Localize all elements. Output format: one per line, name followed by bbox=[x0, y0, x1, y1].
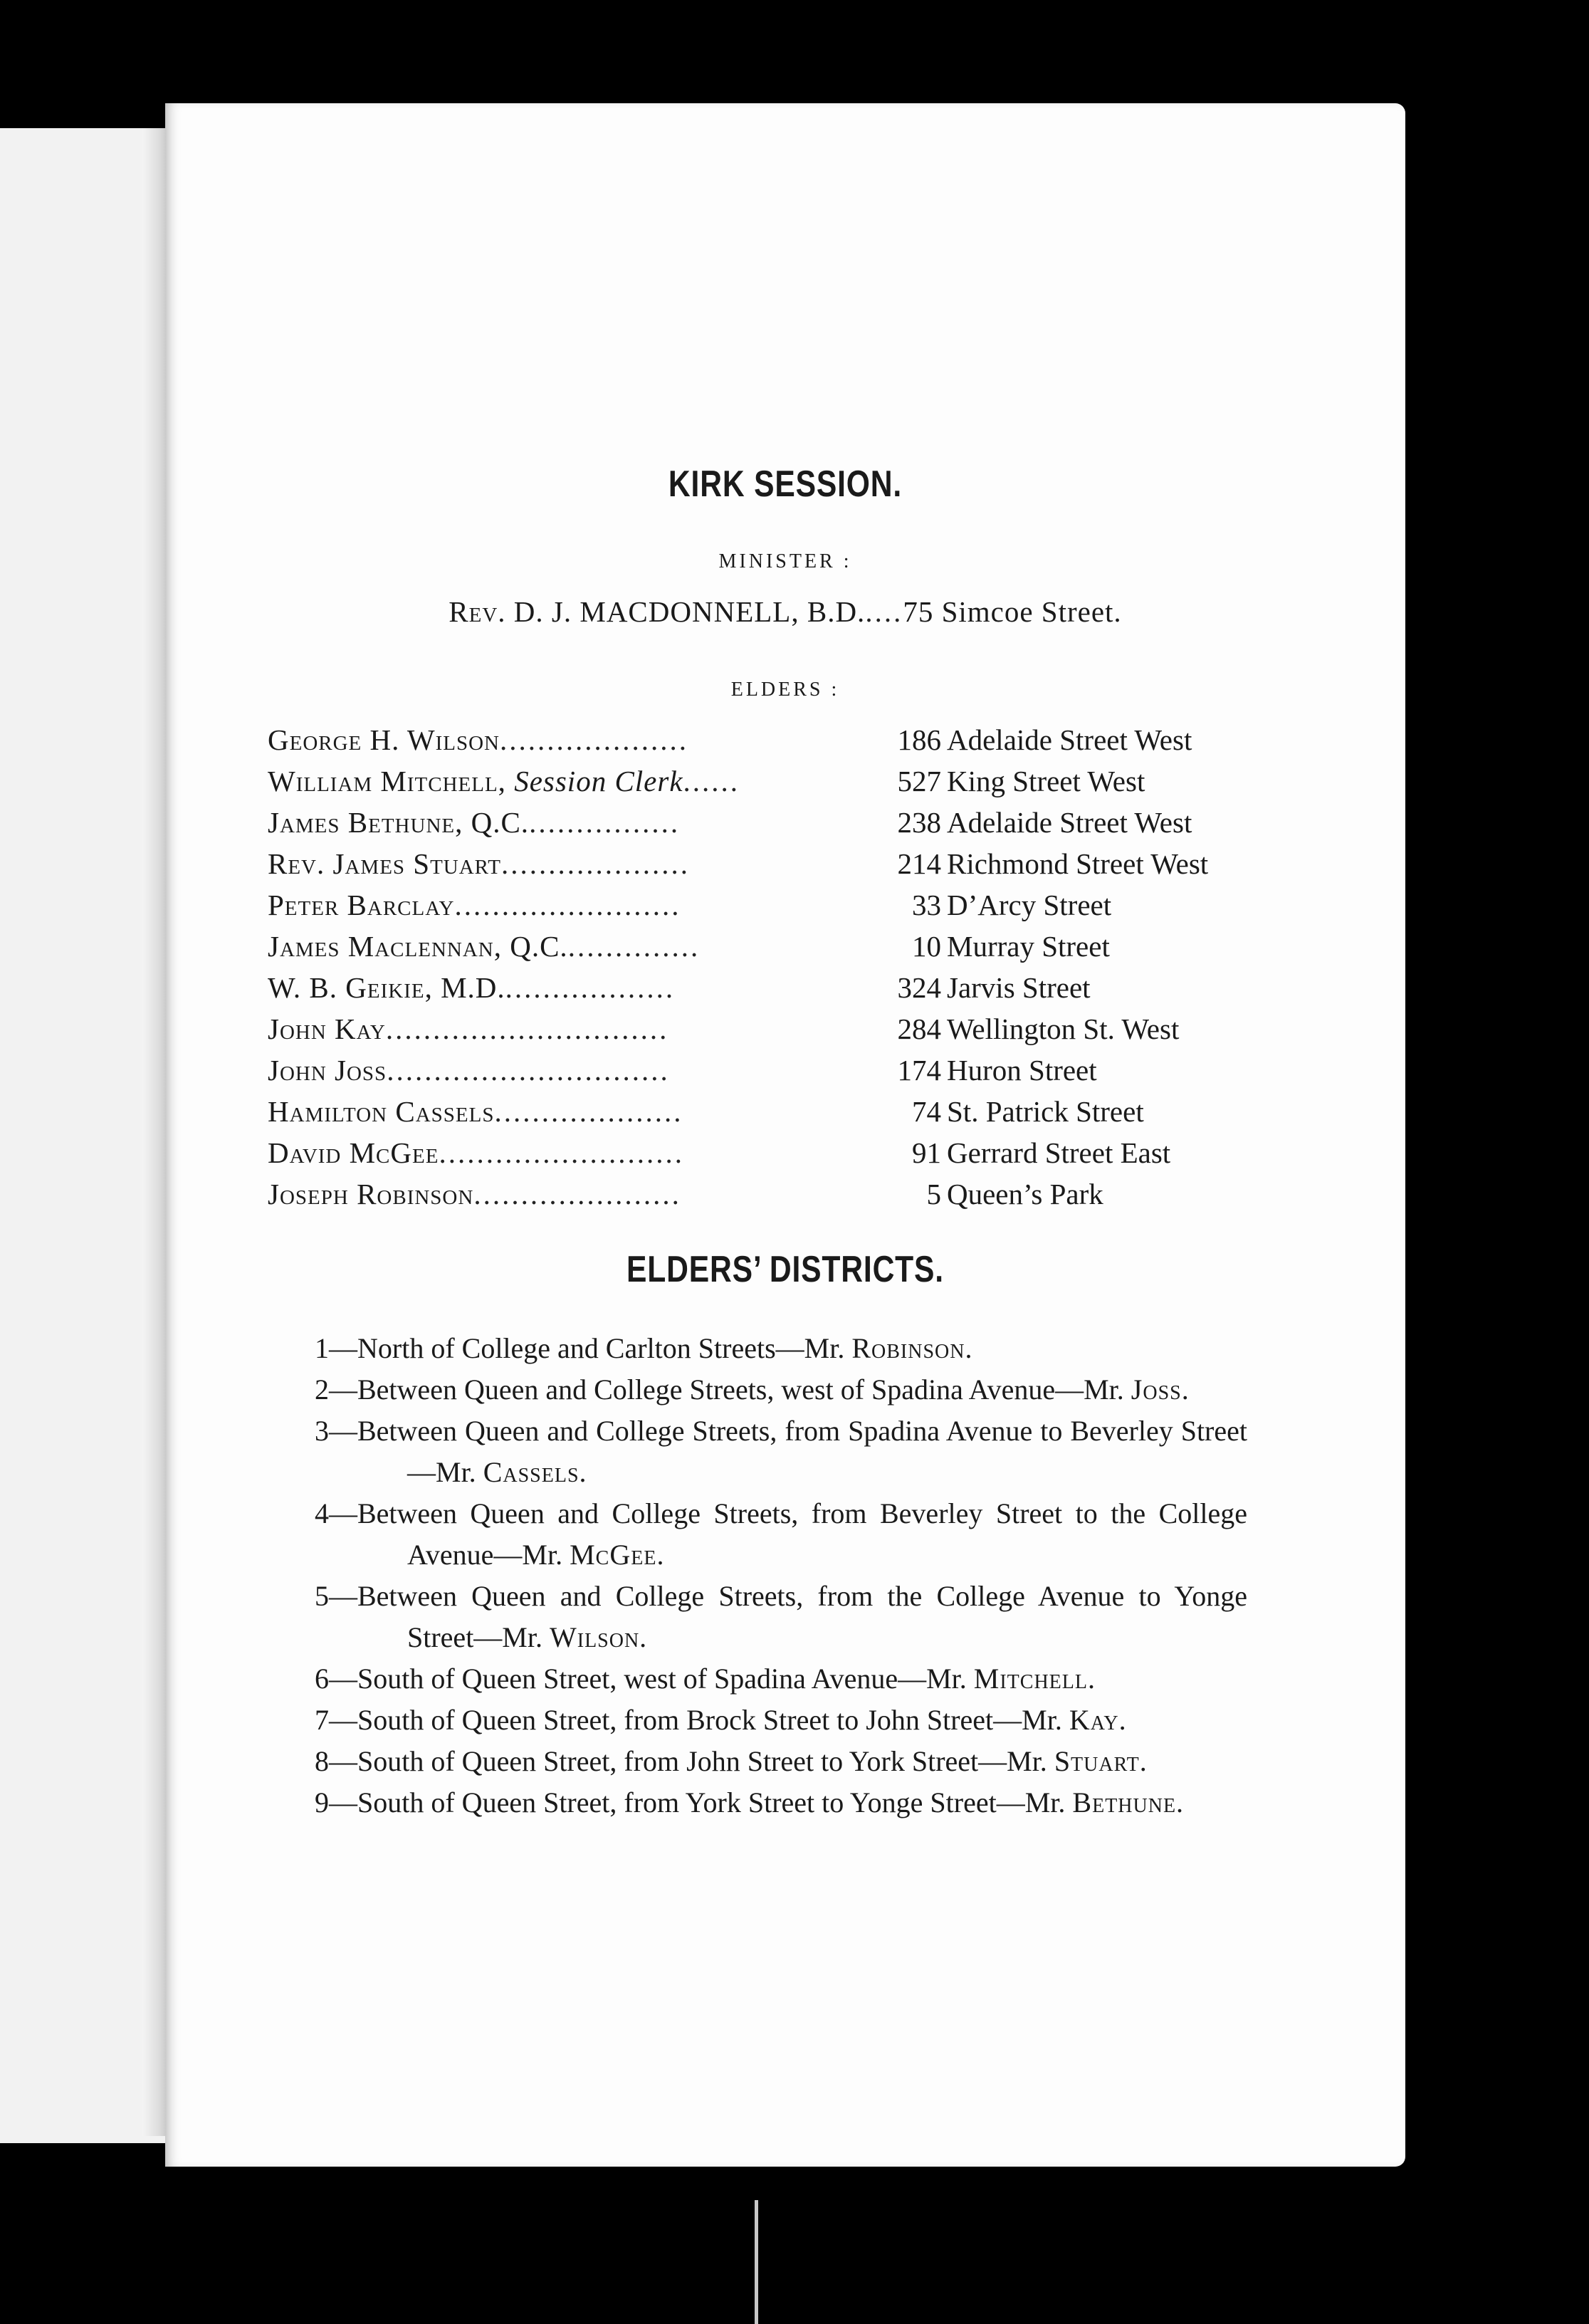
minister-dots: .... bbox=[865, 595, 903, 628]
district-description: South of Queen Street, from Brock Street to John Street—Mr. bbox=[357, 1704, 1069, 1736]
kirk-session-title: KIRK SESSION. bbox=[668, 464, 903, 505]
elder-name-cell bbox=[268, 723, 866, 757]
elders-districts-title: ELDERS’ DISTRICTS. bbox=[626, 1249, 944, 1290]
district-item: 9—South of Queen Street, from York Street to Yonge Street—Mr. Bethune. bbox=[315, 1786, 1185, 1818]
elder-street: Huron Street bbox=[947, 1054, 1097, 1087]
minister-entry bbox=[165, 595, 1405, 629]
elder-street-number: 214 bbox=[897, 847, 941, 880]
elder-name-cell bbox=[268, 970, 866, 1005]
elder-name: Hamilton Cassels bbox=[268, 1095, 495, 1128]
elder-name: John Kay bbox=[268, 1012, 386, 1045]
elder-street-number: 74 bbox=[912, 1095, 941, 1128]
elder-address bbox=[883, 1053, 1097, 1087]
elder-row bbox=[268, 805, 1336, 847]
elder-street: Wellington St. West bbox=[947, 1012, 1180, 1045]
elder-row bbox=[268, 970, 1336, 1012]
district-number: 3 bbox=[315, 1415, 329, 1447]
elder-street-number: 324 bbox=[897, 971, 941, 1004]
elder-row bbox=[268, 1012, 1336, 1053]
elder-address bbox=[883, 970, 1091, 1005]
district-item: 4—Between Queen and College Streets, from Beverley Street to the College Avenue—Mr. McGee. bbox=[315, 1497, 1247, 1571]
elder-name: William Mitchell, bbox=[268, 765, 506, 797]
elder-address bbox=[883, 1136, 1170, 1170]
elder-street: Adelaide Street West bbox=[947, 806, 1192, 839]
district-item: 6—South of Queen Street, west of Spadina Avenue—Mr. Mitchell. bbox=[315, 1663, 1096, 1695]
district-item: 2—Between Queen and College Streets, west of Spadina Avenue—Mr. Joss. bbox=[315, 1373, 1190, 1406]
elder-address bbox=[883, 723, 1192, 757]
minister-street: Simcoe Street. bbox=[941, 595, 1122, 628]
elder-name: Peter Barclay bbox=[268, 889, 455, 921]
elder-dots: .................. bbox=[505, 971, 676, 1004]
elder-dots: .................... bbox=[501, 847, 690, 880]
district-elder: Mitchell. bbox=[973, 1663, 1096, 1695]
elders-list bbox=[268, 723, 1336, 1218]
district-description: Between Queen and College Streets, from Beverley Street to the College Avenue—Mr. bbox=[357, 1497, 1247, 1571]
elder-name-cell bbox=[268, 764, 866, 798]
districts-list bbox=[293, 1328, 1247, 1823]
elder-dots: .................... bbox=[494, 1095, 683, 1128]
elder-dots: ........................ bbox=[454, 889, 681, 921]
elder-address bbox=[883, 1012, 1179, 1046]
elder-street: St. Patrick Street bbox=[947, 1095, 1144, 1128]
elder-row bbox=[268, 764, 1336, 805]
elder-name-cell bbox=[268, 1094, 866, 1129]
elder-note: Session Clerk bbox=[514, 765, 683, 797]
binding-thread bbox=[755, 2200, 758, 2324]
elder-street: Richmond Street West bbox=[947, 847, 1209, 880]
district-item: 1—North of College and Carlton Streets—Mr. Robinson. bbox=[315, 1332, 973, 1364]
elder-dots: .......................... bbox=[439, 1136, 684, 1169]
elder-dots: .................... bbox=[499, 723, 688, 756]
elders-label: ELDERS : bbox=[730, 679, 840, 701]
district-elder: McGee. bbox=[570, 1539, 665, 1571]
elder-address bbox=[883, 888, 1111, 922]
elder-name: Rev. James Stuart bbox=[268, 847, 501, 880]
elder-name-cell bbox=[268, 847, 866, 881]
elder-address bbox=[883, 1177, 1103, 1211]
page-content bbox=[165, 103, 1405, 2167]
elder-dots: .............. bbox=[567, 930, 701, 963]
elder-row bbox=[268, 723, 1336, 764]
district-elder: Cassels. bbox=[483, 1456, 587, 1488]
elder-address bbox=[883, 805, 1192, 839]
elder-row bbox=[268, 847, 1336, 888]
elder-street-number: 10 bbox=[912, 930, 941, 963]
district-item: 8—South of Queen Street, from John Street to York Street—Mr. Stuart. bbox=[315, 1745, 1148, 1777]
elder-dots: .............................. bbox=[387, 1054, 670, 1087]
elder-name-cell bbox=[268, 805, 866, 839]
elder-name: James Bethune, Q.C. bbox=[268, 806, 530, 839]
district-number: 8 bbox=[315, 1745, 329, 1777]
elder-name-cell bbox=[268, 1012, 866, 1046]
minister-label: MINISTER : bbox=[718, 550, 852, 572]
elder-street-number: 527 bbox=[897, 765, 941, 797]
district-description: South of Queen Street, from York Street to Yonge Street—Mr. bbox=[357, 1786, 1073, 1818]
district-description: Between Queen and College Streets, from Spadina Avenue to Beverley Street—Mr. bbox=[357, 1415, 1247, 1488]
district-number: 1 bbox=[315, 1332, 329, 1364]
district-number: 9 bbox=[315, 1786, 329, 1818]
elder-dots: ................ bbox=[529, 806, 681, 839]
elder-address bbox=[883, 1094, 1144, 1129]
elder-row bbox=[268, 1177, 1336, 1218]
elder-row bbox=[268, 1136, 1336, 1177]
elder-dots: ...... bbox=[683, 765, 740, 797]
document-page bbox=[165, 103, 1405, 2167]
elder-row bbox=[268, 929, 1336, 970]
elder-address bbox=[883, 929, 1110, 963]
elder-row bbox=[268, 1094, 1336, 1136]
elder-dots: ...................... bbox=[473, 1178, 681, 1210]
elder-name-cell bbox=[268, 1053, 866, 1087]
elder-street-number: 186 bbox=[897, 723, 941, 756]
elder-street: Murray Street bbox=[947, 930, 1110, 963]
district-description: South of Queen Street, west of Spadina Avenue—Mr. bbox=[357, 1663, 974, 1695]
district-elder: Wilson. bbox=[549, 1621, 648, 1653]
elder-name: James Maclennan, Q.C. bbox=[268, 930, 568, 963]
elder-row bbox=[268, 1053, 1336, 1094]
elder-name-cell bbox=[268, 929, 866, 963]
district-description: Between Queen and College Streets, west of Spadina Avenue—Mr. bbox=[357, 1373, 1131, 1406]
district-number: 5 bbox=[315, 1580, 329, 1612]
district-elder: Robinson. bbox=[851, 1332, 973, 1364]
district-item: 5—Between Queen and College Streets, from the College Avenue to Yonge Street—Mr. Wilson. bbox=[315, 1580, 1247, 1653]
elder-street-number: 174 bbox=[897, 1054, 941, 1087]
district-elder: Joss. bbox=[1131, 1373, 1190, 1406]
district-elder: Kay. bbox=[1069, 1704, 1127, 1736]
elder-address bbox=[883, 847, 1208, 881]
district-item: 7—South of Queen Street, from Brock Street to John Street—Mr. Kay. bbox=[315, 1704, 1127, 1736]
minister-name: Rev. D. J. MACDONNELL, B.D. bbox=[449, 595, 866, 628]
elder-name-cell bbox=[268, 1136, 866, 1170]
elder-name: George H. Wilson bbox=[268, 723, 500, 756]
district-elder: Stuart. bbox=[1054, 1745, 1148, 1777]
elder-address bbox=[883, 764, 1145, 798]
elder-dots: .............................. bbox=[385, 1012, 669, 1045]
district-item: 3—Between Queen and College Streets, from Spadina Avenue to Beverley Street—Mr. Cassels. bbox=[315, 1415, 1247, 1488]
district-description: South of Queen Street, from John Street to York Street—Mr. bbox=[357, 1745, 1054, 1777]
elder-street: Gerrard Street East bbox=[947, 1136, 1171, 1169]
elder-street: Jarvis Street bbox=[947, 971, 1091, 1004]
elder-street-number: 91 bbox=[912, 1136, 941, 1169]
district-number: 6 bbox=[315, 1663, 329, 1695]
elder-street: D’Arcy Street bbox=[947, 889, 1112, 921]
minister-number: 75 bbox=[903, 595, 934, 628]
elder-name-cell bbox=[268, 1177, 866, 1211]
elder-street: Adelaide Street West bbox=[947, 723, 1192, 756]
elder-street-number: 284 bbox=[897, 1012, 941, 1045]
elder-name: David McGee bbox=[268, 1136, 439, 1169]
elder-row bbox=[268, 888, 1336, 929]
district-description: Between Queen and College Streets, from the College Avenue to Yonge Street—Mr. bbox=[357, 1580, 1247, 1653]
district-number: 2 bbox=[315, 1373, 329, 1406]
district-number: 7 bbox=[315, 1704, 329, 1736]
elder-street-number: 5 bbox=[926, 1178, 941, 1210]
elder-street-number: 33 bbox=[912, 889, 941, 921]
elder-street: Queen’s Park bbox=[947, 1178, 1103, 1210]
elder-name: John Joss bbox=[268, 1054, 387, 1087]
elder-name: Joseph Robinson bbox=[268, 1178, 474, 1210]
elder-name-cell bbox=[268, 888, 866, 922]
district-description: North of College and Carlton Streets—Mr. bbox=[357, 1332, 852, 1364]
elder-street-number: 238 bbox=[897, 806, 941, 839]
elder-street: King Street West bbox=[947, 765, 1145, 797]
district-elder: Bethune. bbox=[1072, 1786, 1185, 1818]
elder-name: W. B. Geikie, M.D. bbox=[268, 971, 505, 1004]
district-number: 4 bbox=[315, 1497, 329, 1529]
